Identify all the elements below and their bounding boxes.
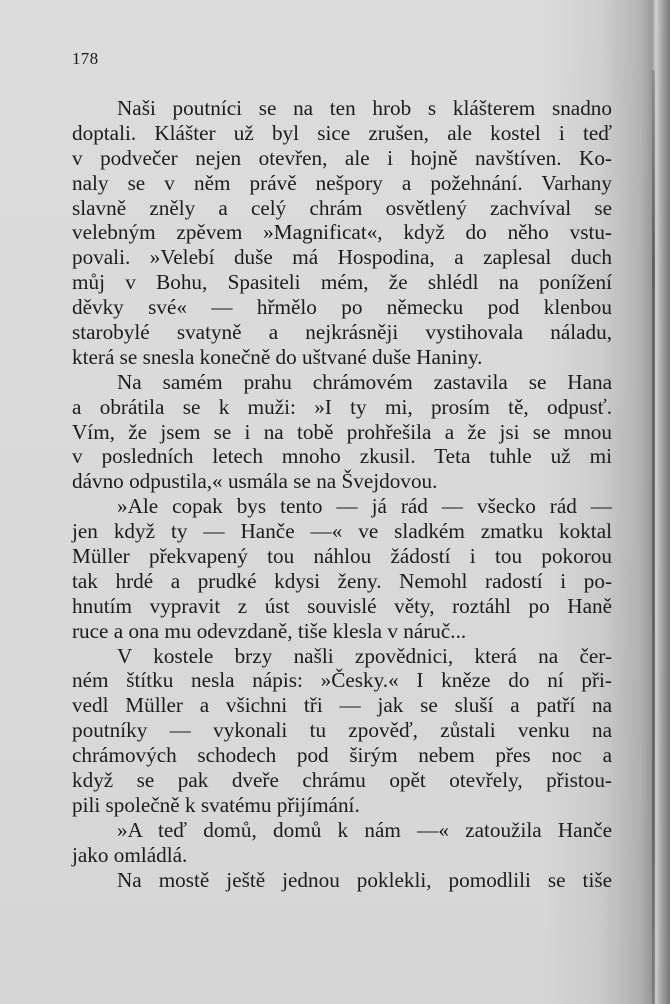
text-line: v podvečer nejen otevřen, ale i hojně navštíven. Ko- (72, 145, 612, 170)
text-line: ném štítku nesla nápis: »Česky.« I kněze do ní při- (72, 668, 612, 693)
text-line: V kostele brzy našli zpovědnici, která na čer- (117, 643, 612, 668)
text-line: doptali. Klášter už byl sice zrušen, ale kostel i teď (72, 120, 612, 145)
text-line: naly se v něm právě nešpory a požehnání. Varhany (72, 170, 612, 195)
text-line: Naši poutníci se na ten hrob s klášterem snadno (117, 96, 612, 120)
text-line: hnutím vypravit z úst souvislé věty, roztáhl po Haně (72, 593, 612, 618)
text-line: jako omládlá. (72, 842, 188, 867)
paragraph (72, 644, 612, 818)
page-number: 178 (72, 49, 99, 68)
text-line: jen když ty — Hanče —« ve sladkém zmatku koktal (72, 519, 612, 544)
text-line: když se pak dveře chrámu opět otevřely, přistou- (72, 768, 612, 793)
paragraph (72, 96, 612, 370)
text-line: která se snesla konečně do uštvané duše Haniny. (72, 344, 483, 369)
text-line: Na samém prahu chrámovém zastavila se Hana (117, 369, 612, 394)
text-line: chrámových schodech pod širým nebem přes noc a (72, 743, 612, 768)
text-line: Na mostě ještě jednou poklekli, pomodlili se tiše (117, 867, 612, 892)
text-line: děvky své« — hřmělo po německu pod klenbou (72, 295, 612, 320)
text-line: »Ale copak bys tento — já rád — všecko rád — (117, 494, 612, 519)
text-line: ruce a ona mu odevzdaně, tiše klesla v náruč... (72, 618, 467, 643)
binding-shadow (652, 70, 655, 1004)
text-line: pili společně k svatému přijímání. (72, 792, 360, 817)
paragraph (72, 494, 612, 643)
text-line: slavně zněly a celý chrám osvětlený zachvíval se (72, 195, 612, 220)
text-line: tak hrdé a prudké kdysi ženy. Nemohl radostí i po- (72, 568, 612, 593)
text-line: povali. »Velebí duše má Hospodina, a zaplesal duch (72, 245, 612, 270)
text-line: můj v Bohu, Spasiteli mém, že shlédl na ponížení (72, 270, 612, 295)
text-line: v posledních letech mnoho zkusil. Teta tuhle už mi (72, 444, 612, 469)
text-line: »A teď domů, domů k nám —« zatoužila Hanče (117, 817, 612, 842)
paragraph (72, 370, 612, 494)
paragraph (72, 818, 612, 868)
text-line: velebným zpěvem »Magnificat«, když do něho vstu- (72, 220, 612, 245)
text-line: Vím, že jsem se i na tobě prohřešila a že jsi se mnou (72, 419, 612, 444)
text-line: Müller překvapený tou náhlou žádostí i tou pokorou (72, 544, 612, 569)
text-line: dávno odpustila,« usmála se na Švejdovou. (72, 469, 438, 494)
body-text (72, 96, 612, 893)
text-line: starobylé svatyně a nejkrásněji vystihovala náladu, (72, 320, 612, 345)
text-line: a obrátila se k muži: »I ty mi, prosím tě, odpusť. (72, 394, 612, 419)
text-line: vedl Müller a všichni tři — jak se sluší a patří na (72, 693, 612, 718)
text-line: poutníky — vykonali tu zpověď, zůstali venku na (72, 718, 612, 743)
paragraph (72, 868, 612, 893)
